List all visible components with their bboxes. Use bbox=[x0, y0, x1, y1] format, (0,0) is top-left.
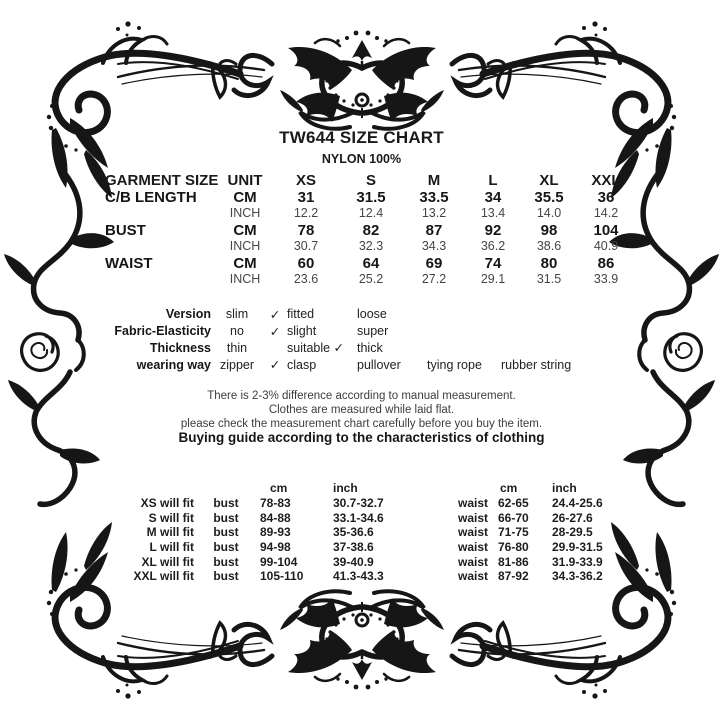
value-xxl: 40.9 bbox=[593, 239, 619, 254]
fit-inch-range: 33.1-34.6 bbox=[333, 510, 384, 525]
attribute-label: Fabric-Elasticity bbox=[114, 324, 211, 339]
attribute-label: wearing way bbox=[136, 357, 211, 372]
measurement-notes bbox=[0, 390, 723, 431]
fit-size-label: XS will fit bbox=[140, 496, 194, 511]
fit-bust-header bbox=[112, 481, 432, 496]
value-l: 74 bbox=[484, 254, 502, 272]
size-table-row bbox=[105, 205, 639, 222]
fit-size-label: M will fit bbox=[146, 525, 194, 540]
fit-inch-range: 24.4-25.6 bbox=[552, 496, 603, 511]
fit-bust-row bbox=[112, 569, 432, 584]
attribute-option: loose bbox=[357, 307, 387, 322]
fit-waist-body bbox=[440, 496, 645, 584]
measure-label: WAIST bbox=[105, 254, 153, 272]
value-xl: 14.0 bbox=[536, 206, 562, 221]
fit-cm-range: 66-70 bbox=[498, 510, 529, 525]
fit-waist-row bbox=[440, 496, 645, 511]
attribute-option: zipper bbox=[219, 357, 255, 372]
size-table-row bbox=[105, 222, 639, 239]
fit-cm-range: 84-88 bbox=[260, 510, 291, 525]
value-xl: 35.5 bbox=[534, 188, 564, 206]
attribute-option: fitted bbox=[287, 307, 315, 322]
note-line: There is 2-3% difference according to manual measurement. bbox=[207, 390, 516, 402]
fit-part-label: bust bbox=[213, 510, 239, 525]
value-s: 12.4 bbox=[358, 206, 384, 221]
value-xxl: 104 bbox=[593, 221, 619, 239]
attribute-option: rubber string bbox=[501, 357, 572, 372]
fit-inch-range: 31.9-33.9 bbox=[552, 554, 603, 569]
fit-part-label: waist bbox=[457, 540, 488, 555]
value-xs: 12.2 bbox=[293, 206, 319, 221]
fit-cm-range: 105-110 bbox=[260, 569, 304, 584]
fit-bust-row bbox=[112, 496, 432, 511]
col-s: S bbox=[365, 172, 376, 189]
unit-label: INCH bbox=[229, 239, 261, 254]
size-table-body bbox=[105, 189, 639, 288]
fit-bust-row bbox=[112, 540, 432, 555]
col-garment-size: GARMENT SIZE bbox=[105, 172, 219, 189]
attribute-option: pullover bbox=[357, 357, 401, 372]
value-m: 69 bbox=[425, 254, 443, 272]
attribute-label: Thickness bbox=[149, 340, 211, 355]
fit-inch-range: 41.3-43.3 bbox=[333, 569, 384, 584]
fit-part-label: waist bbox=[457, 525, 488, 540]
col-m: M bbox=[427, 172, 441, 189]
fit-inch-range: 34.3-36.2 bbox=[552, 569, 603, 584]
value-xs: 30.7 bbox=[293, 239, 319, 254]
value-s: 25.2 bbox=[358, 272, 384, 287]
inch-header: inch bbox=[333, 481, 358, 496]
damask-ornament-bottom bbox=[218, 591, 506, 689]
value-xxl: 33.9 bbox=[593, 272, 619, 287]
fit-part-label: bust bbox=[213, 554, 239, 569]
cm-header: cm bbox=[500, 481, 518, 496]
unit-label: INCH bbox=[229, 206, 261, 221]
value-xs: 60 bbox=[297, 254, 315, 272]
fit-size-label: XXL will fit bbox=[133, 569, 194, 584]
fit-waist-header bbox=[440, 481, 645, 496]
fit-waist-row bbox=[440, 510, 645, 525]
value-l: 92 bbox=[484, 221, 502, 239]
value-s: 64 bbox=[362, 254, 380, 272]
fit-cm-range: 62-65 bbox=[498, 496, 529, 511]
fit-cm-range: 78-83 bbox=[260, 496, 291, 511]
size-table-row bbox=[105, 189, 639, 206]
fit-part-label: waist bbox=[457, 510, 488, 525]
value-s: 82 bbox=[362, 221, 380, 239]
col-xl: XL bbox=[539, 172, 559, 189]
value-s: 32.3 bbox=[358, 239, 384, 254]
buying-guide-title: Buying guide according to the characteristics of clothing bbox=[178, 430, 545, 445]
attribute-row bbox=[60, 340, 680, 357]
note-line: Clothes are measured while laid flat. bbox=[268, 403, 455, 416]
col-l: L bbox=[488, 172, 498, 189]
attribute-option: suitable ✓ bbox=[287, 341, 345, 356]
cm-header: cm bbox=[270, 481, 288, 496]
fit-waist-row bbox=[440, 569, 645, 584]
measure-label: C/B LENGTH bbox=[105, 188, 197, 206]
value-l: 34 bbox=[484, 188, 502, 206]
fit-size-label: XL will fit bbox=[141, 554, 194, 569]
unit-label: CM bbox=[233, 221, 257, 239]
size-table-row bbox=[105, 271, 639, 288]
measure-label: BUST bbox=[105, 221, 146, 239]
value-xxl: 86 bbox=[597, 254, 615, 272]
fit-size-label: S will fit bbox=[148, 510, 194, 525]
check-icon: ✓ bbox=[269, 307, 281, 322]
attributes-list bbox=[60, 306, 680, 373]
fit-cm-range: 99-104 bbox=[260, 554, 298, 569]
fit-cm-range: 94-98 bbox=[260, 540, 291, 555]
fit-waist-row bbox=[440, 554, 645, 569]
col-unit: UNIT bbox=[227, 172, 263, 189]
fit-bust-row bbox=[112, 554, 432, 569]
value-s: 31.5 bbox=[356, 188, 386, 206]
check-icon: ✓ bbox=[269, 358, 281, 373]
unit-label: CM bbox=[233, 188, 257, 206]
value-l: 29.1 bbox=[480, 272, 506, 287]
value-xs: 23.6 bbox=[293, 272, 319, 287]
fit-table-waist bbox=[440, 481, 645, 584]
value-m: 33.5 bbox=[419, 188, 449, 206]
value-m: 13.2 bbox=[421, 206, 447, 221]
fit-part-label: waist bbox=[457, 554, 488, 569]
fit-inch-range: 26-27.6 bbox=[552, 510, 593, 525]
attribute-option: slight bbox=[287, 324, 317, 339]
fit-part-label: waist bbox=[457, 569, 488, 584]
fit-part-label: bust bbox=[213, 569, 239, 584]
fit-cm-range: 89-93 bbox=[260, 525, 291, 540]
fit-cm-range: 87-92 bbox=[498, 569, 529, 584]
fit-bust-body bbox=[112, 496, 432, 584]
attribute-option: tying rope bbox=[427, 357, 482, 372]
size-table-row bbox=[105, 255, 639, 272]
value-xl: 31.5 bbox=[536, 272, 562, 287]
fit-inch-range: 29.9-31.5 bbox=[552, 540, 603, 555]
size-table-header bbox=[105, 172, 639, 189]
fit-bust-row bbox=[112, 510, 432, 525]
fit-part-label: waist bbox=[457, 496, 488, 511]
attribute-option: slim bbox=[225, 307, 249, 322]
col-xs: XS bbox=[295, 172, 316, 189]
value-xl: 98 bbox=[540, 221, 558, 239]
damask-ornament-top bbox=[218, 31, 506, 129]
value-m: 87 bbox=[425, 221, 443, 239]
attribute-option: super bbox=[357, 324, 389, 339]
value-m: 27.2 bbox=[421, 272, 447, 287]
size-table-row bbox=[105, 238, 639, 255]
fit-part-label: bust bbox=[213, 525, 239, 540]
attribute-option: clasp bbox=[287, 357, 317, 372]
value-xs: 78 bbox=[297, 221, 315, 239]
fit-waist-row bbox=[440, 525, 645, 540]
fit-bust-row bbox=[112, 525, 432, 540]
fit-cm-range: 81-86 bbox=[498, 554, 529, 569]
value-m: 34.3 bbox=[421, 239, 447, 254]
fit-inch-range: 39-40.9 bbox=[333, 554, 374, 569]
fit-inch-range: 35-36.6 bbox=[333, 525, 374, 540]
fit-size-label: L will fit bbox=[149, 540, 194, 555]
note-line: please check the measurement chart carefully before you buy the item. bbox=[180, 417, 543, 430]
page-title: TW644 SIZE CHART bbox=[279, 128, 444, 147]
attribute-row bbox=[60, 356, 680, 373]
col-xxl: XXL bbox=[591, 172, 621, 189]
fit-table-bust bbox=[112, 481, 432, 584]
unit-label: CM bbox=[233, 254, 257, 272]
fit-part-label: bust bbox=[213, 540, 239, 555]
attribute-option: no bbox=[230, 324, 244, 339]
attribute-row bbox=[60, 323, 680, 340]
unit-label: INCH bbox=[229, 272, 261, 287]
fit-waist-row bbox=[440, 540, 645, 555]
fabric-subtitle: NYLON 100% bbox=[321, 152, 402, 166]
attribute-option: thick bbox=[357, 340, 383, 355]
fit-cm-range: 71-75 bbox=[498, 525, 529, 540]
value-xl: 80 bbox=[540, 254, 558, 272]
fit-inch-range: 30.7-32.7 bbox=[333, 496, 384, 511]
attribute-row bbox=[60, 306, 680, 323]
value-l: 13.4 bbox=[480, 206, 506, 221]
fit-inch-range: 28-29.5 bbox=[552, 525, 593, 540]
attribute-label: Version bbox=[165, 307, 211, 322]
size-table bbox=[105, 172, 639, 288]
attribute-option: thin bbox=[226, 340, 248, 355]
check-icon: ✓ bbox=[269, 324, 281, 339]
value-xxl: 14.2 bbox=[593, 206, 619, 221]
inch-header: inch bbox=[552, 481, 577, 496]
fit-part-label: bust bbox=[213, 496, 239, 511]
fit-inch-range: 37-38.6 bbox=[333, 540, 374, 555]
value-l: 36.2 bbox=[480, 239, 506, 254]
value-xl: 38.6 bbox=[536, 239, 562, 254]
fit-cm-range: 76-80 bbox=[498, 540, 529, 555]
value-xs: 31 bbox=[297, 188, 315, 206]
value-xxl: 36 bbox=[597, 188, 615, 206]
